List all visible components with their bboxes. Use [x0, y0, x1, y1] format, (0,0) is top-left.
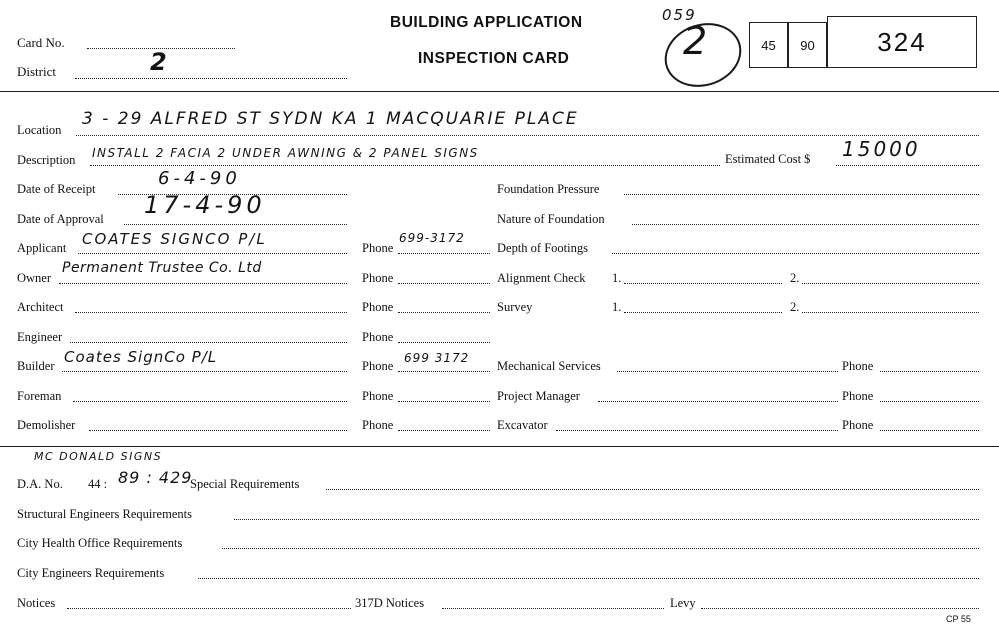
location-line: [76, 135, 979, 136]
location-label: Location: [17, 123, 62, 137]
builder-value: Coates SignCo P/L: [64, 348, 218, 366]
builder-phone-label: Phone: [362, 359, 394, 373]
owner-phone-line: [398, 283, 490, 284]
levy-label: Levy: [670, 596, 696, 610]
alignment-1-line: [624, 283, 782, 284]
date-approval-value: 17-4-90: [144, 191, 266, 219]
owner-line: [59, 283, 347, 284]
card-no-label: Card No.: [17, 35, 65, 50]
builder-phone-value: 699 3172: [404, 351, 470, 365]
description-value: INSTALL 2 FACIA 2 UNDER AWNING & 2 PANEL SIGNS: [92, 146, 479, 160]
notices-line: [67, 608, 351, 609]
architect-phone-label: Phone: [362, 300, 394, 314]
demolisher-phone-line: [398, 430, 490, 431]
survey-2-label: 2.: [790, 300, 800, 314]
survey-label: Survey: [497, 300, 533, 314]
excavator-phone-label: Phone: [842, 418, 874, 432]
applicant-phone-value: 699-3172: [399, 231, 465, 245]
notices-317d-line: [442, 608, 664, 609]
city-engineers-label: City Engineers Requirements: [17, 566, 165, 580]
applicant-line: [78, 253, 347, 254]
excavator-label: Excavator: [497, 418, 548, 432]
levy-line: [701, 608, 979, 609]
applicant-label: Applicant: [17, 241, 67, 255]
description-label: Description: [17, 153, 76, 167]
special-requirements-label: Special Requirements: [190, 477, 300, 491]
description-line: [90, 165, 720, 166]
applicant-value: COATES SIGNCO P/L: [82, 230, 267, 248]
da-prefix: 44 :: [88, 477, 108, 491]
city-engineers-line: [198, 578, 979, 579]
owner-value: Permanent Trustee Co. Ltd: [62, 260, 262, 276]
note-text: MC DONALD SIGNS: [34, 450, 163, 463]
depth-footings-label: Depth of Footings: [497, 241, 588, 255]
builder-phone-line: [398, 371, 490, 372]
survey-1-line: [624, 312, 782, 313]
demolisher-line: [89, 430, 347, 431]
special-requirements-line: [326, 489, 979, 490]
title-line2: INSPECTION CARD: [418, 50, 570, 67]
district-value: 2: [150, 48, 169, 76]
owner-phone-label: Phone: [362, 271, 394, 285]
builder-label: Builder: [17, 359, 55, 373]
engineer-line: [70, 342, 347, 343]
demolisher-phone-label: Phone: [362, 418, 394, 432]
date-receipt-label: Date of Receipt: [17, 182, 96, 196]
mechanical-phone-line: [880, 371, 979, 372]
header-divider: [0, 91, 999, 92]
project-manager-phone-label: Phone: [842, 389, 874, 403]
stamp-text: 059: [662, 6, 697, 24]
form-code: CP 55: [946, 614, 971, 624]
lower-divider: [0, 446, 999, 447]
engineer-phone-label: Phone: [362, 330, 394, 344]
district-label: District: [17, 64, 56, 79]
title-line1: BUILDING APPLICATION: [390, 14, 583, 31]
applicant-phone-line: [398, 253, 490, 254]
nature-foundation-line: [632, 224, 979, 225]
date-receipt-value: 6-4-90: [158, 168, 241, 189]
excavator-line: [556, 430, 838, 431]
owner-label: Owner: [17, 271, 52, 285]
alignment-2-line: [802, 283, 979, 284]
da-label: D.A. No.: [17, 477, 63, 491]
health-label: City Health Office Requirements: [17, 536, 183, 550]
estimated-cost-line: [836, 165, 979, 166]
health-line: [222, 548, 979, 549]
alignment-1-label: 1.: [612, 271, 622, 285]
date-approval-label: Date of Approval: [17, 212, 104, 226]
foreman-phone-line: [398, 401, 490, 402]
builder-line: [62, 371, 347, 372]
notices-317d-label: 317D Notices: [355, 596, 425, 610]
engineer-label: Engineer: [17, 330, 63, 344]
mechanical-label: Mechanical Services: [497, 359, 601, 373]
architect-label: Architect: [17, 300, 64, 314]
foreman-line: [73, 401, 347, 402]
demolisher-label: Demolisher: [17, 418, 76, 432]
mechanical-line: [617, 371, 838, 372]
estimated-cost-label: Estimated Cost $: [725, 152, 811, 166]
survey-1-label: 1.: [612, 300, 622, 314]
excavator-phone-line: [880, 430, 979, 431]
alignment-check-label: Alignment Check: [497, 271, 586, 285]
nature-foundation-label: Nature of Foundation: [497, 212, 605, 226]
notices-label: Notices: [17, 596, 56, 610]
district-line: [75, 78, 347, 79]
estimated-cost-value: 15000: [842, 137, 921, 161]
circled-number: 2: [683, 19, 708, 63]
foreman-phone-label: Phone: [362, 389, 394, 403]
project-manager-phone-line: [880, 401, 979, 402]
mechanical-phone-label: Phone: [842, 359, 874, 373]
alignment-2-label: 2.: [790, 271, 800, 285]
project-manager-label: Project Manager: [497, 389, 580, 403]
project-manager-line: [598, 401, 838, 402]
foundation-pressure-line: [624, 194, 979, 195]
applicant-phone-label: Phone: [362, 241, 394, 255]
card-number-box: 324: [827, 16, 977, 68]
architect-line: [75, 312, 347, 313]
foundation-pressure-label: Foundation Pressure: [497, 182, 600, 196]
code-box-2: 90: [788, 22, 827, 68]
engineer-phone-line: [398, 342, 490, 343]
code-box-1: 45: [749, 22, 788, 68]
location-value: 3 - 29 ALFRED ST SYDN KA 1 MACQUARIE PLACE: [82, 109, 579, 129]
survey-2-line: [802, 312, 979, 313]
structural-line: [234, 519, 979, 520]
foreman-label: Foreman: [17, 389, 62, 403]
date-approval-line: [124, 224, 347, 225]
da-value: 89 : 429: [118, 468, 193, 487]
structural-label: Structural Engineers Requirements: [17, 507, 192, 521]
architect-phone-line: [398, 312, 490, 313]
depth-footings-line: [612, 253, 979, 254]
